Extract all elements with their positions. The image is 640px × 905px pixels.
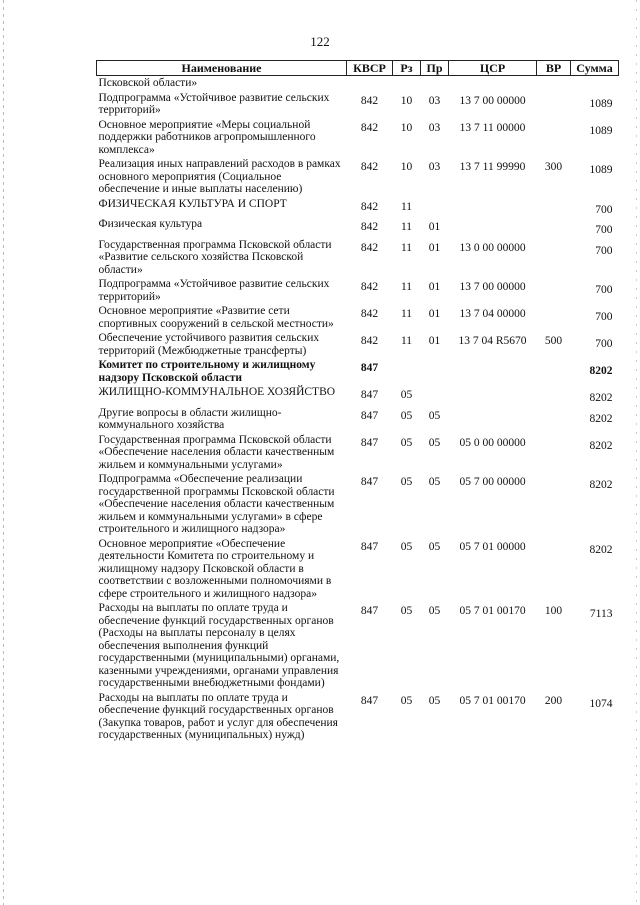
cell-name: Другие вопросы в области жилищно-коммунального хозяйства bbox=[98, 406, 282, 431]
cell-csr bbox=[449, 406, 537, 433]
table-row bbox=[97, 406, 619, 433]
cell-vr: 300 bbox=[544, 161, 563, 173]
cell-vr bbox=[537, 406, 571, 433]
cell-pr: 01 bbox=[428, 281, 441, 293]
cell-name: Обеспечение устойчивого развития сельских территорий (Межбюджетные трансферты) bbox=[98, 332, 320, 357]
cell-kvsr: 842 bbox=[360, 121, 379, 134]
cell-name: Государственная программа Псковской области «Развитие сельского хозяйства Псковской области» bbox=[98, 238, 332, 276]
cell-rz: 05 bbox=[400, 694, 413, 707]
cell-sum: 8202 bbox=[589, 439, 613, 452]
table-body bbox=[97, 76, 619, 743]
cell-vr bbox=[537, 118, 571, 158]
cell-vr: 100 bbox=[544, 605, 563, 617]
cell-sum: 1089 bbox=[589, 97, 613, 110]
page-number: 122 bbox=[310, 34, 330, 49]
table-row bbox=[97, 118, 619, 158]
cell-pr: 03 bbox=[428, 94, 441, 107]
cell-csr: 13 7 11 00000 bbox=[459, 121, 526, 134]
cell-kvsr: 847 bbox=[360, 476, 379, 488]
cell-kvsr: 842 bbox=[360, 94, 379, 107]
cell-kvsr: 847 bbox=[360, 362, 379, 374]
cell-pr: 05 bbox=[428, 605, 441, 617]
cell-name: Псковской области» bbox=[98, 77, 198, 89]
table-row bbox=[97, 304, 619, 331]
cell-csr: 13 7 04 00000 bbox=[459, 308, 526, 320]
cell-vr bbox=[537, 358, 571, 385]
cell-rz: 05 bbox=[400, 409, 413, 422]
header-rz: Рз bbox=[393, 61, 421, 76]
cell-kvsr: 842 bbox=[360, 241, 379, 254]
cell-sum: 1074 bbox=[589, 697, 613, 710]
scan-edge-left bbox=[3, 0, 4, 905]
cell-vr bbox=[537, 91, 571, 118]
cell-sum: 8202 bbox=[589, 412, 613, 425]
cell-kvsr bbox=[347, 76, 393, 91]
cell-sum: 8202 bbox=[589, 543, 613, 556]
cell-sum: 700 bbox=[595, 311, 613, 323]
cell-name: Основное мероприятие «Развитие сети спортивных сооружений в сельской местности» bbox=[98, 305, 334, 330]
cell-pr: 03 bbox=[428, 121, 441, 134]
cell-csr: 05 0 00 00000 bbox=[459, 436, 526, 449]
table-header-row bbox=[97, 61, 619, 76]
cell-kvsr: 847 bbox=[360, 540, 379, 553]
cell-kvsr: 842 bbox=[360, 161, 379, 173]
cell-kvsr: 842 bbox=[360, 308, 379, 320]
table-row bbox=[97, 217, 619, 238]
cell-csr: 13 7 00 00000 bbox=[459, 94, 526, 107]
cell-kvsr: 842 bbox=[360, 281, 379, 293]
cell-sum: 8202 bbox=[589, 365, 613, 377]
table-row bbox=[97, 238, 619, 278]
table-row bbox=[97, 385, 619, 406]
cell-csr bbox=[449, 358, 537, 385]
cell-kvsr: 847 bbox=[360, 436, 379, 449]
header-name: Наименование bbox=[97, 61, 347, 76]
cell-sum: 700 bbox=[595, 244, 613, 257]
cell-vr bbox=[537, 472, 571, 537]
cell-rz: 05 bbox=[400, 436, 413, 449]
header-vr: ВР bbox=[537, 61, 571, 76]
cell-name: ЖИЛИЩНО-КОММУНАЛЬНОЕ ХОЗЯЙСТВО bbox=[98, 386, 336, 398]
cell-vr: 200 bbox=[544, 694, 563, 707]
cell-pr: 03 bbox=[428, 161, 441, 173]
cell-rz: 11 bbox=[400, 221, 413, 233]
cell-csr: 13 7 04 R5670 bbox=[458, 335, 527, 347]
cell-kvsr: 847 bbox=[360, 389, 379, 401]
table-row bbox=[97, 91, 619, 118]
cell-vr bbox=[537, 385, 571, 406]
cell-pr bbox=[421, 76, 449, 91]
cell-rz: 11 bbox=[400, 335, 413, 347]
cell-rz: 11 bbox=[400, 281, 413, 293]
cell-csr: 13 7 11 99990 bbox=[459, 161, 526, 173]
cell-pr: 01 bbox=[428, 241, 441, 254]
header-csr: ЦСР bbox=[449, 61, 537, 76]
table-row bbox=[97, 358, 619, 385]
table-row bbox=[97, 472, 619, 537]
cell-vr bbox=[537, 238, 571, 278]
cell-vr: 500 bbox=[544, 335, 563, 347]
cell-csr bbox=[449, 217, 537, 238]
budget-table bbox=[96, 60, 619, 743]
cell-pr: 05 bbox=[428, 540, 441, 553]
table-row bbox=[97, 277, 619, 304]
cell-name: Подпрограмма «Устойчивое развитие сельских территорий» bbox=[98, 91, 330, 116]
cell-vr bbox=[537, 304, 571, 331]
cell-rz: 05 bbox=[400, 476, 413, 488]
header-pr: Пр bbox=[421, 61, 449, 76]
cell-csr: 05 7 01 00170 bbox=[459, 605, 526, 617]
cell-rz: 11 bbox=[400, 308, 413, 320]
table-row bbox=[97, 331, 619, 358]
cell-pr: 05 bbox=[428, 409, 441, 422]
cell-name: Подпрограмма «Обеспечение реализации государственной программы Псковской области «Обеспечение населения области качественным жильем и коммунальными услугами» в сфере строительного и жилищного надзора» bbox=[98, 473, 335, 535]
cell-sum: 8202 bbox=[589, 479, 613, 491]
cell-pr: 05 bbox=[428, 436, 441, 449]
table-row bbox=[97, 76, 619, 91]
cell-name: ФИЗИЧЕСКАЯ КУЛЬТУРА И СПОРТ bbox=[98, 197, 287, 210]
cell-sum: 1089 bbox=[589, 124, 613, 137]
scan-edge-right bbox=[636, 0, 637, 905]
cell-rz: 11 bbox=[400, 200, 413, 213]
table-row bbox=[97, 157, 619, 197]
cell-kvsr: 842 bbox=[360, 200, 379, 213]
cell-rz: 05 bbox=[400, 540, 413, 553]
cell-name: Расходы на выплаты по оплате труда и обеспечение функций государственных органов (Расходы на выплаты персоналу в целях обеспечения выполнения функций государственными (муниципальными) органами, казенными учреждениями, органами управления государственными внебюджетными фондами) bbox=[98, 602, 340, 689]
cell-name: Подпрограмма «Устойчивое развитие сельских территорий» bbox=[98, 278, 330, 303]
cell-rz bbox=[393, 76, 421, 91]
cell-csr bbox=[449, 385, 537, 406]
cell-vr bbox=[537, 217, 571, 238]
cell-sum: 700 bbox=[595, 224, 613, 236]
cell-kvsr: 847 bbox=[360, 694, 379, 707]
cell-kvsr: 842 bbox=[360, 221, 379, 233]
cell-kvsr: 847 bbox=[360, 409, 379, 422]
cell-csr: 05 7 01 00000 bbox=[459, 540, 526, 553]
cell-rz: 11 bbox=[400, 241, 413, 254]
cell-sum: 700 bbox=[595, 338, 613, 350]
table-row bbox=[97, 433, 619, 473]
cell-csr bbox=[449, 76, 537, 91]
table-row bbox=[97, 537, 619, 602]
cell-sum: 8202 bbox=[589, 392, 613, 404]
cell-name: Реализация иных направлений расходов в рамках основного мероприятия (Социальное обеспечение и иные выплаты населению) bbox=[98, 158, 341, 195]
cell-rz bbox=[393, 358, 421, 385]
table-row bbox=[97, 197, 619, 218]
cell-rz: 05 bbox=[400, 605, 413, 617]
header-sum: Сумма bbox=[571, 61, 619, 76]
cell-pr: 05 bbox=[428, 476, 441, 488]
cell-pr: 01 bbox=[428, 308, 441, 320]
cell-rz: 10 bbox=[400, 161, 413, 173]
cell-name: Комитет по строительному и жилищному надзору Псковской области bbox=[98, 359, 316, 384]
cell-pr: 01 bbox=[428, 335, 441, 347]
cell-pr: 01 bbox=[428, 221, 441, 233]
cell-sum: 700 bbox=[595, 284, 613, 296]
cell-csr: 13 7 00 00000 bbox=[459, 281, 526, 293]
cell-name: Государственная программа Псковской области «Обеспечение населения области качественным жильем и коммунальными услугами» bbox=[98, 433, 335, 471]
cell-vr bbox=[537, 277, 571, 304]
cell-rz: 10 bbox=[400, 94, 413, 107]
cell-name: Расходы на выплаты по оплате труда и обеспечение функций государственных органов (Закупка товаров, работ и услуг для обеспечения государственных (муниципальных) нужд) bbox=[98, 691, 338, 741]
cell-csr: 05 7 00 00000 bbox=[459, 476, 526, 488]
cell-csr: 05 7 01 00170 bbox=[459, 694, 526, 707]
header-kvsr: КВСР bbox=[347, 61, 393, 76]
table-row bbox=[97, 601, 619, 691]
cell-sum: 1089 bbox=[589, 164, 613, 176]
cell-vr bbox=[537, 537, 571, 602]
cell-kvsr: 842 bbox=[360, 335, 379, 347]
cell-pr bbox=[421, 385, 449, 406]
cell-csr bbox=[449, 197, 537, 218]
cell-pr bbox=[421, 358, 449, 385]
cell-csr: 13 0 00 00000 bbox=[459, 241, 526, 254]
cell-sum: 7113 bbox=[589, 608, 613, 620]
cell-name: Физическая культура bbox=[98, 218, 203, 230]
cell-sum bbox=[571, 76, 619, 91]
cell-pr: 05 bbox=[428, 694, 441, 707]
cell-name: Основное мероприятие «Меры социальной поддержки работников агропромышленного комплекса» bbox=[98, 118, 316, 156]
cell-vr bbox=[537, 433, 571, 473]
cell-vr bbox=[537, 197, 571, 218]
cell-sum: 700 bbox=[595, 203, 613, 216]
table-row bbox=[97, 691, 619, 743]
cell-pr bbox=[421, 197, 449, 218]
cell-name: Основное мероприятие «Обеспечение деятельности Комитета по строительному и жилищному надзору Псковской области в соответствии с возложенными полномочиями в сфере строительного и жилищного надзора» bbox=[98, 537, 332, 600]
cell-kvsr: 847 bbox=[360, 605, 379, 617]
cell-rz: 05 bbox=[400, 389, 413, 401]
cell-rz: 10 bbox=[400, 121, 413, 134]
cell-vr bbox=[537, 76, 571, 91]
